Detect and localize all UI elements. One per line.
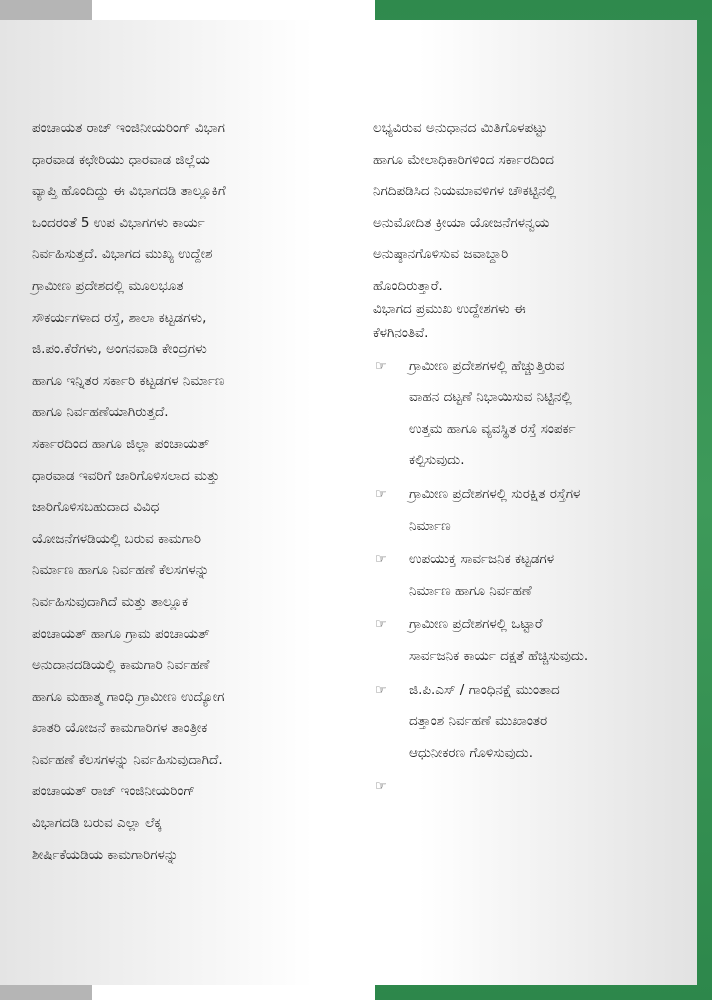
left-line: ವ್ಯಾಪ್ತಿ ಹೊಂದಿದ್ದು ಈ ವಿಭಾಗದಡಿ ತಾಲ್ಲೂಕಿಗೆ — [32, 183, 226, 200]
objective-item — [373, 351, 673, 477]
objective-line: ಕಲ್ಪಿಸುವುದು. — [409, 452, 465, 469]
pointing-hand-icon: ☞ — [375, 682, 387, 698]
objective-line: ಗ್ರಾಮೀಣ ಪ್ರದೇಶಗಳಲ್ಲಿ ಹೆಚ್ಚುತ್ತಿರುವ — [409, 357, 565, 374]
objective-item — [373, 544, 673, 607]
left-line: ಧಾರವಾಡ ಇವರಿಗೆ ಜಾರಿಗೊಳಿಸಲಾದ ಮತ್ತು — [32, 467, 220, 484]
right-paragraph — [373, 113, 673, 303]
left-line: ಶೀರ್ಷಿಕೆಯಡಿಯ ಕಾಮಗಾರಿಗಳನ್ನು — [32, 846, 179, 863]
objective-line: ದತ್ತಾಂಶ ನಿರ್ವಹಣೆ ಮುಖಾಂತರ — [409, 713, 548, 730]
pointing-hand-icon: ☞ — [375, 779, 387, 795]
objective-line: ನಿರ್ಮಾಣ — [409, 517, 451, 534]
objective-item — [373, 675, 673, 770]
objective-item-empty — [373, 771, 673, 803]
right-line: ಹೊಂದಿರುತ್ತಾರೆ. — [373, 277, 443, 294]
objective-line: ಉಪಯುಕ್ತ ಸಾರ್ವಜನಿಕ ಕಟ್ಟಡಗಳ — [409, 551, 555, 568]
left-line: ಸೌಕರ್ಯಗಳಾದ ರಸ್ತೆ, ಶಾಲಾ ಕಟ್ಟಡಗಳು, — [32, 309, 207, 326]
left-line: ವಿಭಾಗದಡಿ ಬರುವ ಎಲ್ಲಾ ಲೆಕ್ಕ — [32, 815, 162, 832]
objective-line: ಗ್ರಾಮೀಣ ಪ್ರದೇಶಗಳಲ್ಲಿ ಸುರಕ್ಷಿತ ರಸ್ತೆಗಳ — [409, 485, 581, 502]
objective-line: ಜಿ.ಪಿ.ಎಸ್ / ಗಾಂಧಿನಕ್ಷೆ ಮುಂತಾದ — [409, 681, 560, 698]
intro-line: ವಿಭಾಗದ ಪ್ರಮುಖ ಉದ್ದೇಶಗಳು ಈ — [373, 300, 526, 317]
objectives-list — [373, 351, 673, 803]
right-text-column — [373, 113, 673, 805]
objective-item — [373, 479, 673, 542]
pointing-hand-icon: ☞ — [375, 486, 387, 502]
objective-line: ಗ್ರಾಮೀಣ ಪ್ರದೇಶಗಳಲ್ಲಿ ಒಟ್ಟಾರೆ — [409, 616, 543, 633]
left-line: ಸರ್ಕಾರದಿಂದ ಹಾಗೂ ಜಿಲ್ಲಾ ಪಂಚಾಯತ್ — [32, 435, 210, 452]
objective-line: ಸಾರ್ವಜನಿಕ ಕಾರ್ಯ ದಕ್ಷತೆ ಹೆಚ್ಚಿಸುವುದು. — [409, 647, 589, 664]
left-line: ಪಂಚಾಯತ ರಾಜ್ ಇಂಜಿನೀಯರಿಂಗ್ ವಿಭಾಗ — [32, 120, 225, 136]
right-line: ಅನುಷ್ಠಾನಗೊಳಿಸುವ ಜವಾಬ್ದಾರಿ — [373, 246, 509, 263]
left-text-column — [32, 113, 367, 871]
left-line: ನಿರ್ಮಾಣ ಹಾಗೂ ನಿರ್ವಹಣೆ ಕೆಲಸಗಳನ್ನು — [32, 562, 210, 579]
left-line: ಅನುದಾನದಡಿಯಲ್ಲಿ ಕಾಮಗಾರಿ ನಿರ್ವಹಣೆ — [32, 657, 210, 674]
left-line: ನಿರ್ವಹಣೆ ಕೆಲಸಗಳನ್ನು ನಿರ್ವಹಿಸುವುದಾಗಿದೆ. — [32, 751, 223, 768]
left-line: ಧಾರವಾಡ ಕಛೇರಿಯು ಧಾರವಾಡ ಜಿಲ್ಲೆಯ — [32, 151, 210, 168]
left-line: ಜಿ.ಪಂ.ಕೆರೆಗಳು, ಅಂಗನವಾಡಿ ಕೇಂದ್ರಗಳು — [32, 341, 207, 358]
intro-line: ಕೆಳಗಿನಂತಿವೆ. — [373, 324, 429, 341]
right-line: ನಿಗದಿಪಡಿಸಿದ ನಿಯಮಾವಳಿಗಳ ಚೌಕಟ್ಟಿನಲ್ಲಿ — [373, 183, 557, 200]
objective-line: ವಾಹನ ದಟ್ಟಣೆ ನಿಭಾಯಿಸುವ ನಿಟ್ಟಿನಲ್ಲಿ — [409, 389, 572, 406]
objective-line: ನಿರ್ಮಾಣ ಹಾಗೂ ನಿರ್ವಹಣೆ — [409, 582, 532, 599]
left-line: ಪಂಚಾಯತ್ ರಾಜ್ ಇಂಜಿನೀಯರಿಂಗ್ — [32, 783, 196, 800]
right-line: ಹಾಗೂ ಮೇಲಾಧಿಕಾರಿಗಳಿಂದ ಸರ್ಕಾರದಿಂದ — [373, 151, 555, 168]
left-line: ಹಾಗೂ ಇನ್ನಿತರ ಸರ್ಕಾರಿ ಕಟ್ಟಡಗಳ ನಿರ್ಮಾಣ — [32, 372, 225, 389]
left-line: ಹಾಗೂ ಮಹಾತ್ಮ ಗಾಂಧಿ ಗ್ರಾಮೀಣ ಉದ್ಯೋಗ — [32, 688, 225, 705]
left-line: ಹಾಗೂ ನಿರ್ವಹಣೆಯಾಗಿರುತ್ತದೆ. — [32, 404, 169, 421]
left-line: ಪಂಚಾಯತ್ ಹಾಗೂ ಗ್ರಾಮ ಪಂಚಾಯತ್ — [32, 625, 210, 642]
left-line: ಖಾತರಿ ಯೋಜನೆ ಕಾಮಗಾರಿಗಳ ತಾಂತ್ರೀಕ — [32, 720, 208, 737]
left-line: ನಿರ್ವಹಿಸುತ್ತದೆ. ವಿಭಾಗದ ಮುಖ್ಯ ಉದ್ದೇಶ — [32, 246, 213, 263]
left-line: ಯೋಜನೆಗಳಡಿಯಲ್ಲಿ ಬರುವ ಕಾಮಗಾರಿ — [32, 530, 201, 547]
left-line: ಜಾರಿಗೊಳಿಸಬಹುದಾದ ವಿವಿಧ — [32, 499, 160, 516]
left-line: ಒಂದರಂತೆ 5 ಉಪ ವಿಭಾಗಗಳು ಕಾರ್ಯ — [32, 214, 205, 231]
left-line: ಗ್ರಾಮೀಣ ಪ್ರದೇಶದಲ್ಲಿ ಮೂಲಭೂತ — [32, 277, 184, 294]
objectives-intro — [373, 297, 673, 345]
pointing-hand-icon: ☞ — [375, 552, 387, 568]
pointing-hand-icon: ☞ — [375, 617, 387, 633]
right-line: ಲಭ್ಯವಿರುವ ಅನುಧಾನದ ಮಿತಿಗೊಳಪಟ್ಟು — [373, 120, 548, 136]
objective-line: ಆಧುನೀಕರಣ ಗೊಳಿಸುವುದು. — [409, 744, 533, 761]
right-line: ಅನುಮೋದಿತ ಕ್ರೀಯಾ ಯೋಜನೆಗಳನ್ವಯ — [373, 214, 550, 231]
pointing-hand-icon: ☞ — [375, 358, 387, 374]
objective-line: ಉತ್ತಮ ಹಾಗೂ ವ್ಯವಸ್ಥಿತ ರಸ್ತೆ ಸಂಪರ್ಕ — [409, 420, 576, 437]
objective-item — [373, 609, 673, 672]
left-line: ನಿರ್ವಹಿಸುವುದಾಗಿದೆ ಮತ್ತು ತಾಲ್ಲೂಕ — [32, 593, 189, 610]
